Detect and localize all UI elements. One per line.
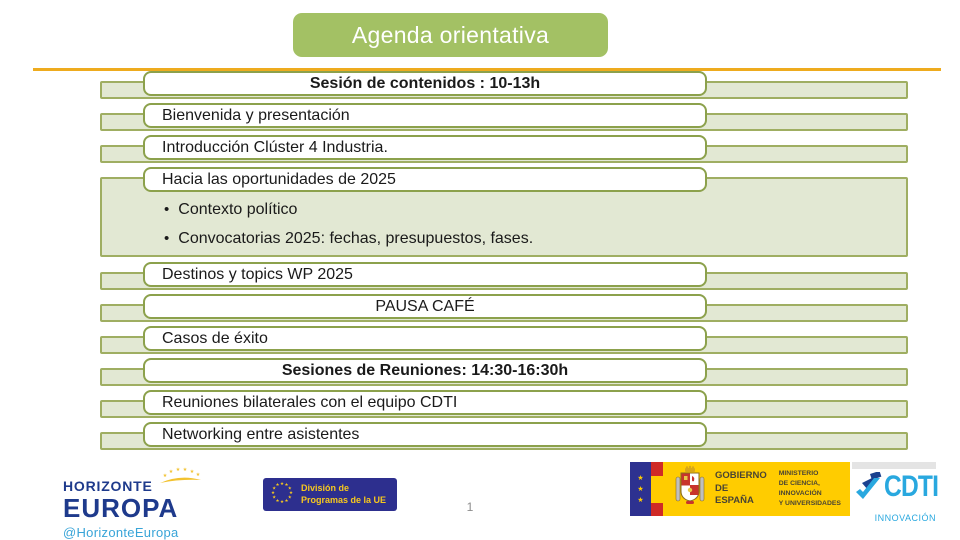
spain-flag-icon (651, 462, 663, 516)
agenda-item-label: Destinos y topics WP 2025 (162, 265, 353, 283)
agenda-item-label: Hacia las oportunidades de 2025 (162, 170, 396, 188)
svg-text:★: ★ (272, 486, 277, 492)
page-number: 1 (466, 500, 474, 514)
bullet-icon: • (164, 230, 170, 247)
slide-title-banner (293, 13, 608, 57)
agenda-row-expanded (100, 167, 908, 262)
eu-strip-icon: ★ ★ ★ (630, 462, 651, 516)
europa-wordmark: EUROPA (63, 493, 179, 523)
agenda-row (100, 390, 908, 420)
agenda-item-box (143, 135, 707, 160)
svg-text:★: ★ (288, 491, 294, 496)
svg-text:★: ★ (175, 467, 180, 473)
agenda-row (100, 294, 908, 324)
eu-stars-icon (269, 476, 295, 513)
agenda-row (100, 71, 908, 101)
agenda-item-box (143, 103, 707, 128)
agenda-item-label: Bienvenida y presentación (162, 106, 350, 124)
twitter-handle: @HorizonteEuropa (63, 525, 179, 540)
agenda-sub-bullets (164, 195, 864, 253)
eu-division-logo (263, 478, 397, 511)
bullet-icon: • (164, 201, 170, 218)
svg-text:★: ★ (272, 495, 277, 501)
coat-of-arms-icon (673, 465, 707, 514)
ministerio-line1: MINISTERIO (778, 470, 819, 478)
bullet-item (164, 224, 864, 253)
bullet-item (164, 195, 864, 224)
bullet-label: Convocatorias 2025: fechas, presupuestos, fases. (178, 229, 534, 247)
svg-text:★: ★ (189, 469, 194, 475)
agenda-row (100, 358, 908, 388)
ministerio-line3: Y UNIVERSIDADES (778, 499, 841, 507)
gobierno-line1: GOBIERNO (715, 470, 767, 482)
cdti-logo (852, 462, 940, 523)
cdti-wordmark: CDTI (884, 470, 939, 503)
agenda-item-box (143, 326, 707, 351)
gobierno-espana-logo (630, 462, 850, 516)
svg-text:★: ★ (162, 473, 167, 479)
cdti-arrow-check-icon (852, 472, 882, 511)
agenda-row (100, 262, 908, 292)
agenda-item-box (143, 422, 707, 447)
svg-text:★: ★ (287, 495, 292, 501)
agenda-row (100, 326, 908, 356)
svg-text:★: ★ (168, 469, 173, 475)
svg-text:★: ★ (270, 491, 276, 496)
gobierno-line2: DE ESPAÑA (715, 482, 754, 507)
agenda-item-label: PAUSA CAFÉ (375, 297, 475, 315)
slide-title: Agenda orientativa (351, 21, 550, 48)
svg-text:★: ★ (284, 498, 289, 504)
cdti-subtitle: INNOVACIÓN (874, 513, 936, 523)
agenda-row (100, 422, 908, 452)
svg-text:★: ★ (182, 467, 187, 473)
agenda-item-box (143, 294, 707, 319)
svg-text:★: ★ (275, 498, 280, 504)
svg-text:★: ★ (284, 483, 289, 489)
agenda-item-label: Sesión de contenidos : 10-13h (309, 74, 541, 92)
agenda-item-box (143, 167, 707, 192)
svg-text:★: ★ (287, 486, 292, 492)
agenda-row (100, 103, 908, 133)
agenda-item-label: Reuniones bilaterales con el equipo CDTI (162, 393, 458, 411)
eu-division-line1: División de (301, 483, 350, 494)
cdti-gray-bar (852, 462, 936, 469)
svg-text:★: ★ (279, 482, 285, 487)
bullet-label: Contexto político (178, 200, 298, 218)
eu-division-line2: Programas de la UE (301, 494, 387, 505)
agenda-item-box (143, 358, 707, 383)
agenda-list (100, 71, 908, 451)
svg-text:★: ★ (195, 472, 200, 478)
stars-swoosh-icon (157, 466, 203, 492)
ministerio-line2: DE CIENCIA, INNOVACIÓN (778, 480, 822, 497)
agenda-item-box (143, 262, 707, 287)
horizonte-wordmark: HORIZONTE (63, 478, 153, 494)
agenda-item-label: Introducción Clúster 4 Industria. (162, 138, 388, 156)
agenda-item-label: Casos de éxito (162, 329, 268, 347)
agenda-item-box (143, 71, 707, 96)
agenda-item-label: Networking entre asistentes (162, 425, 360, 443)
agenda-item-box (143, 390, 707, 415)
horizonte-europa-logo (63, 466, 203, 539)
svg-text:★: ★ (275, 483, 280, 489)
agenda-row (100, 135, 908, 165)
agenda-item-label: Sesiones de Reuniones: 14:30-16:30h (281, 361, 569, 379)
svg-text:★: ★ (279, 500, 285, 505)
